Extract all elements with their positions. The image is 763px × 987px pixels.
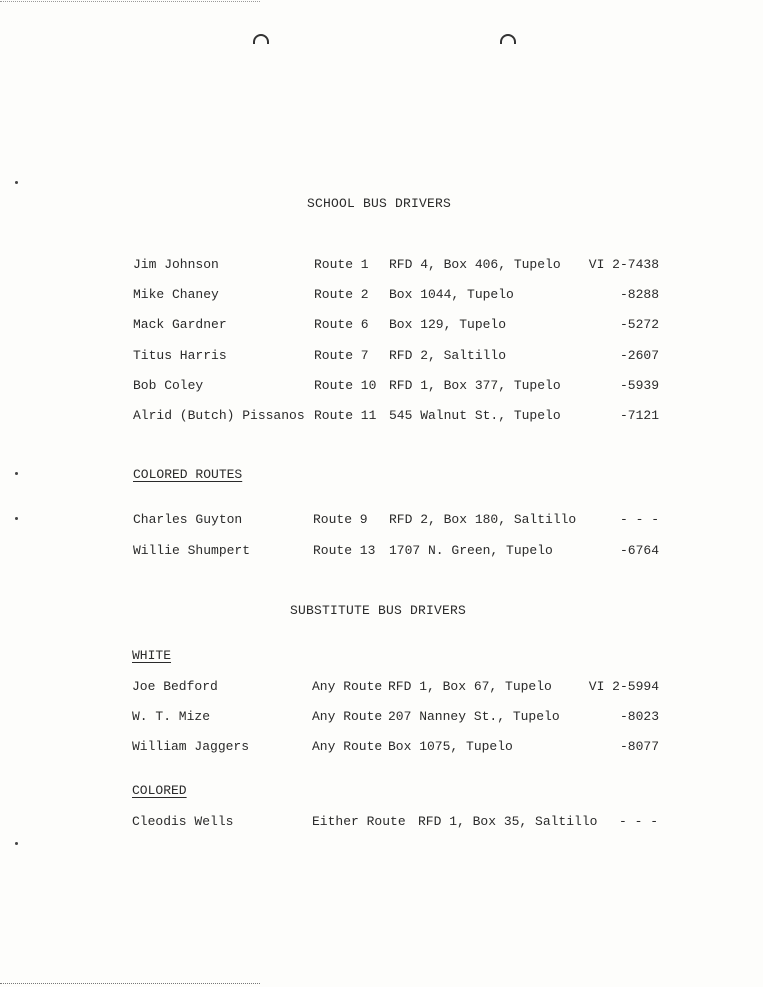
table-row xyxy=(0,257,763,277)
address-text: Box 1075, Tupelo xyxy=(388,739,513,754)
route-label: Any Route xyxy=(312,739,383,754)
phone-number: -8288 xyxy=(619,287,659,303)
margin-dot xyxy=(15,181,18,184)
route-label: Route 9 xyxy=(313,512,368,527)
table-row xyxy=(0,287,763,307)
route-label: Route 6 xyxy=(314,317,369,333)
address-text: RFD 4, Box 406, Tupelo xyxy=(389,257,561,272)
white-heading: WHITE xyxy=(132,648,172,663)
route-label: Route 7 xyxy=(314,347,369,363)
table-row xyxy=(0,408,763,428)
colored-heading: COLORED xyxy=(132,783,187,798)
phone-number: - - - xyxy=(619,512,659,527)
driver-name: Alrid (Butch) Pissanos xyxy=(133,408,305,423)
driver-name: Jim Johnson xyxy=(133,257,219,272)
phone-number: -8023 xyxy=(619,709,659,724)
phone-number: -5272 xyxy=(619,317,659,333)
margin-dot xyxy=(15,472,18,475)
bottom-edge-mark xyxy=(0,983,260,984)
route-label: Route 10 xyxy=(314,377,377,393)
driver-name: Titus Harris xyxy=(133,347,227,363)
punch-hole-mark xyxy=(253,34,269,44)
route-label: Route 11 xyxy=(314,408,377,423)
top-edge-mark xyxy=(0,1,260,2)
route-label: Any Route xyxy=(312,709,383,724)
phone-number: - - - xyxy=(618,814,658,829)
driver-name: Mack Gardner xyxy=(133,317,227,333)
table-row xyxy=(0,543,763,563)
table-row xyxy=(0,679,763,699)
address-text: 207 Nanney St., Tupelo xyxy=(388,709,560,724)
phone-number: VI 2-7438 xyxy=(588,257,659,272)
address-text: Box 129, Tupelo xyxy=(389,317,507,333)
address-text: RFD 2, Box 180, Saltillo xyxy=(389,512,577,527)
driver-name: Charles Guyton xyxy=(133,512,243,527)
phone-number: -8077 xyxy=(619,739,659,754)
table-row xyxy=(0,348,763,368)
phone-number: -7121 xyxy=(619,408,659,423)
route-label: Route 13 xyxy=(313,543,376,558)
driver-name: W. T. Mize xyxy=(132,709,211,724)
colored-routes-heading: COLORED ROUTES xyxy=(133,467,243,482)
route-label: Route 2 xyxy=(314,287,369,303)
table-row xyxy=(0,814,763,834)
punch-hole-mark xyxy=(500,34,516,44)
address-text: RFD 1, Box 377, Tupelo xyxy=(389,377,561,393)
table-row xyxy=(0,317,763,337)
route-label: Route 1 xyxy=(314,257,369,272)
address-text: RFD 1, Box 35, Saltillo xyxy=(418,814,598,829)
route-label: Any Route xyxy=(312,679,383,694)
phone-number: -2607 xyxy=(619,347,659,363)
address-text: 545 Walnut St., Tupelo xyxy=(389,408,561,423)
driver-name: Willie Shumpert xyxy=(133,543,251,558)
table-row xyxy=(0,709,763,729)
table-row xyxy=(0,378,763,398)
route-label: Either Route xyxy=(312,814,406,829)
phone-number: -5939 xyxy=(619,377,659,393)
page-title: SCHOOL BUS DRIVERS xyxy=(307,196,452,211)
driver-name: Mike Chaney xyxy=(133,287,219,303)
address-text: RFD 1, Box 67, Tupelo xyxy=(388,679,552,694)
phone-number: -6764 xyxy=(619,543,659,558)
phone-number: VI 2-5994 xyxy=(588,679,659,694)
address-text: RFD 2, Saltillo xyxy=(389,347,507,363)
substitute-title: SUBSTITUTE BUS DRIVERS xyxy=(290,603,467,618)
address-text: Box 1044, Tupelo xyxy=(389,287,514,303)
address-text: 1707 N. Green, Tupelo xyxy=(389,543,553,558)
driver-name: William Jaggers xyxy=(132,739,250,754)
driver-name: Joe Bedford xyxy=(132,679,218,694)
table-row xyxy=(0,512,763,532)
driver-name: Cleodis Wells xyxy=(132,814,234,829)
driver-name: Bob Coley xyxy=(133,377,204,393)
margin-dot xyxy=(15,842,18,845)
table-row xyxy=(0,739,763,759)
